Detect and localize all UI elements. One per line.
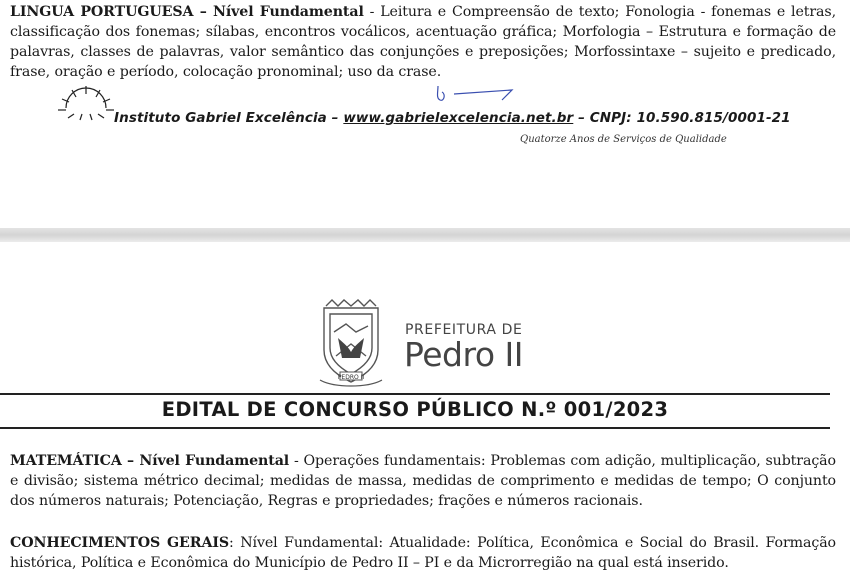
sun-logo-icon [58,84,114,124]
conhecimentos-heading: CONHECIMENTOS GERAIS [10,535,230,551]
institute-tagline: Quatorze Anos de Serviços de Qualidade [520,134,727,145]
city-name: Pedro II [404,335,523,374]
edital-title: EDITAL DE CONCURSO PÚBLICO N.º 001/2023 [161,398,669,421]
title-top-rule [0,393,830,395]
pedro-ii-crest [316,298,386,390]
top-document-page [0,0,850,228]
institute-name: Instituto Gabriel Excelência – [114,110,344,126]
matematica-heading: MATEMÁTICA – Nível Fundamental [10,453,290,469]
portuguese-heading: LINGUA PORTUGUESA – Nível Fundamental [10,4,364,20]
matematica-body: - Operações fundamentais: Problemas com adição, multiplicação, subtração e divisão; sistema métrico decimal; medidas de massa, medidas de comprimento e medidas de tempo; O conjunto dos números naturais; Potenciação, Regras e propriedades; frações e números racionais. [10,453,836,509]
conhecimentos-syllabus-paragraph [10,533,836,573]
conhecimentos-body: : Nível Fundamental: Atualidade: Política, Econômica e Social do Brasil. Formação histórica, Política e Econômica do Município de Pedro II – PI e da Microrregião na qual está inserido. [10,535,836,571]
portuguese-syllabus-paragraph [10,2,836,82]
prefeitura-label: PREFEITURA DE [405,322,523,338]
page-divider [0,228,850,242]
title-bottom-rule [0,427,830,429]
matematica-syllabus-paragraph [10,451,836,511]
institute-line [114,110,814,126]
crest-label: PEDRO II [337,374,365,381]
signature-mark [432,82,522,110]
institute-url-link[interactable]: www.gabrielexcelencia.net.br [343,110,574,126]
institute-cnpj: – CNPJ: 10.590.815/0001-21 [573,110,791,126]
portuguese-body: - Leitura e Compreensão de texto; Fonologia - fonemas e letras, classificação dos fonemas; sílabas, encontros vocálicos, acentuação gráfica; Morfologia – Estrutura e formação de palavras, classes de palavras, valor semântico das conjunções e preposições; Morfossintaxe – sujeito e predicado, frase, oração e período, colocação pronominal; uso da crase. [10,4,836,80]
